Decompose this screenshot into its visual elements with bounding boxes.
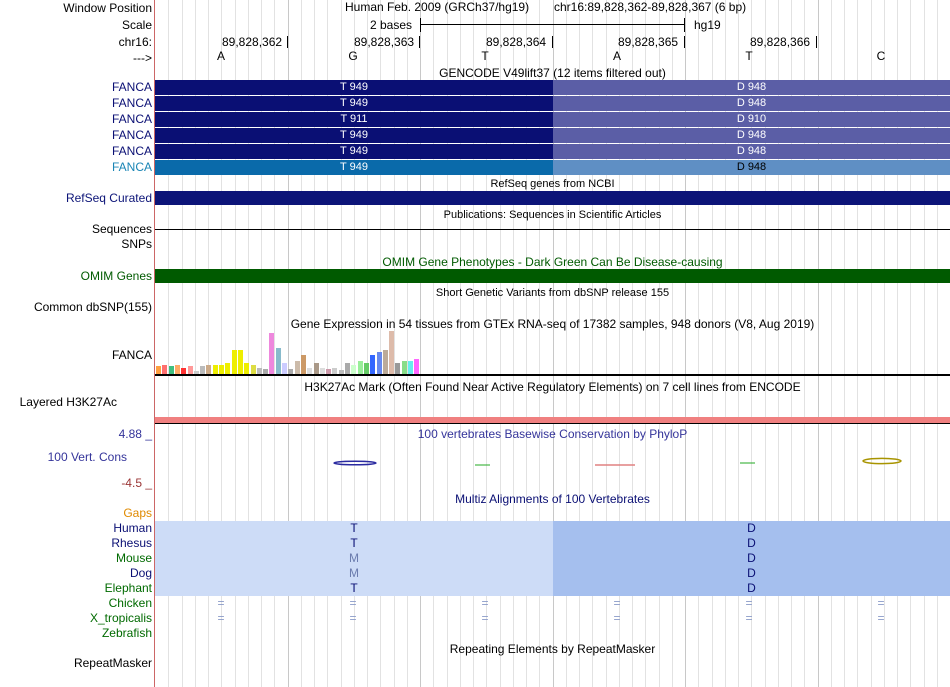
coord-label: 89,828,366	[750, 35, 811, 49]
coord-label: 89,828,363	[354, 35, 415, 49]
gtex-tissue-bar[interactable]	[358, 361, 363, 374]
coord-tick	[684, 36, 685, 48]
gtex-tissue-bar[interactable]	[402, 361, 407, 374]
gtex-track-title[interactable]: Gene Expression in 54 tissues from GTEx RNA-seq of 17382 samples, 948 donors (V8, Aug 2019)	[290, 317, 815, 331]
gtex-tissue-bar[interactable]	[213, 365, 218, 374]
scale-label[interactable]: Scale	[121, 18, 152, 32]
gap-marker: =	[349, 611, 357, 625]
gtex-tissue-bar[interactable]	[370, 355, 375, 374]
gap-marker: =	[877, 596, 885, 610]
h3k27ac-baseline	[155, 423, 950, 424]
cons-mark-blue	[334, 461, 376, 465]
gtex-gene-label[interactable]: FANCA	[111, 348, 152, 362]
gtex-tissue-bar[interactable]	[244, 363, 249, 374]
omim-label[interactable]: OMIM Genes	[80, 269, 152, 283]
coord-tick	[419, 36, 420, 48]
repeat-track-title[interactable]: Repeating Elements by RepeatMasker	[449, 642, 656, 656]
gtex-tissue-bar[interactable]	[389, 331, 394, 374]
gtex-tissue-bar[interactable]	[295, 361, 300, 374]
refseq-track-title[interactable]: RefSeq genes from NCBI	[490, 178, 615, 190]
species-label-dog[interactable]: Dog	[129, 566, 152, 580]
gtex-tissue-bar[interactable]	[206, 365, 211, 374]
publications-track-title[interactable]: Publications: Sequences in Scientific Articles	[443, 209, 662, 221]
species-label-elephant[interactable]: Elephant	[104, 581, 152, 595]
gencode-exon-left[interactable]: T 949	[155, 160, 553, 175]
cons-track-title[interactable]: 100 vertebrates Basewise Conservation by PhyloP	[417, 427, 688, 441]
coord-tick	[816, 36, 817, 48]
alignment-cell-mouse: D	[553, 551, 950, 566]
scale-bar-right-tick	[684, 18, 685, 32]
base-letter: T	[745, 49, 753, 63]
gtex-tissue-bar[interactable]	[276, 348, 281, 374]
cons-mark-olive	[863, 458, 901, 463]
chrom-label[interactable]: chr16:	[118, 35, 152, 49]
gap-marker: =	[481, 596, 489, 610]
coord-tick	[287, 36, 288, 48]
refseq-label[interactable]: RefSeq Curated	[65, 191, 152, 205]
gap-marker: =	[745, 611, 753, 625]
dbsnp-label[interactable]: Common dbSNP(155)	[33, 300, 152, 314]
gtex-tissue-bar[interactable]	[408, 361, 413, 374]
gencode-gene-label[interactable]: FANCA	[111, 160, 152, 174]
scale-text: 2 bases	[370, 18, 413, 32]
gencode-gene-label[interactable]: FANCA	[111, 128, 152, 142]
species-label-xtropicalis[interactable]: X_tropicalis	[89, 611, 152, 625]
species-label-rhesus[interactable]: Rhesus	[111, 536, 152, 550]
gtex-tissue-bar[interactable]	[364, 363, 369, 374]
alignment-cell-human: T	[155, 521, 553, 536]
alignment-cell-dog: D	[553, 566, 950, 581]
gap-marker: =	[877, 611, 885, 625]
base-letter: A	[216, 49, 225, 63]
window-position-label[interactable]: Window Position	[63, 1, 152, 15]
alignment-cell-dog: M	[155, 566, 553, 581]
gencode-exon-left[interactable]: T 949	[155, 144, 553, 159]
gencode-exon-right[interactable]: D 910	[553, 112, 950, 127]
gap-marker: =	[745, 596, 753, 610]
gencode-gene-label[interactable]: FANCA	[111, 96, 152, 110]
scale-db: hg19	[694, 18, 721, 32]
gencode-exon-right[interactable]: D 948	[553, 80, 950, 95]
strand-label[interactable]: --->	[133, 51, 152, 65]
species-label-chicken[interactable]: Chicken	[108, 596, 152, 610]
gaps-label[interactable]: Gaps	[123, 506, 152, 520]
cons-label[interactable]: 100 Vert. Cons	[47, 450, 127, 464]
scale-bar	[420, 24, 685, 25]
multiz-track-title[interactable]: Multiz Alignments of 100 Vertebrates	[455, 492, 650, 506]
gtex-tissue-bar[interactable]	[232, 350, 237, 374]
gtex-tissue-bar[interactable]	[175, 365, 180, 374]
gtex-tissue-bar[interactable]	[383, 350, 388, 374]
gtex-tissue-bar[interactable]	[219, 365, 224, 374]
gencode-exon-left[interactable]: T 949	[155, 96, 553, 111]
omim-gene-bar[interactable]	[155, 269, 950, 283]
gtex-tissue-bar[interactable]	[188, 366, 193, 374]
species-label-human[interactable]: Human	[113, 521, 152, 535]
gap-rows	[155, 596, 950, 626]
gtex-baseline	[155, 374, 950, 376]
coord-label: 89,828,362	[222, 35, 283, 49]
gencode-exon-right[interactable]: D 948	[553, 144, 950, 159]
alignment-cell-elephant: D	[553, 581, 950, 596]
base-letter: G	[348, 49, 358, 63]
gencode-exon-right[interactable]: D 948	[553, 160, 950, 175]
gencode-exon-left[interactable]: T 949	[155, 80, 553, 95]
species-label-zebrafish[interactable]: Zebrafish	[101, 626, 152, 640]
gap-marker: =	[217, 611, 225, 625]
base-sequence	[155, 49, 950, 63]
gap-marker: =	[613, 596, 621, 610]
assembly-title: Human Feb. 2009 (GRCh37/hg19)	[345, 0, 530, 14]
gencode-gene-label[interactable]: FANCA	[111, 80, 152, 94]
gtex-tissue-bar[interactable]	[238, 350, 243, 374]
gap-marker: =	[481, 611, 489, 625]
gtex-tissue-bar[interactable]	[282, 363, 287, 374]
gencode-track-title[interactable]: GENCODE V49lift37 (12 items filtered out)	[439, 66, 666, 80]
repeatmasker-label[interactable]: RepeatMasker	[73, 656, 152, 670]
gtex-tissue-bar[interactable]	[351, 365, 356, 374]
alignment-cell-rhesus: D	[553, 536, 950, 551]
gtex-tissue-bar[interactable]	[225, 363, 230, 374]
gtex-tissue-bar[interactable]	[200, 366, 205, 374]
gtex-tissue-bar[interactable]	[169, 366, 174, 374]
gtex-tissue-bar[interactable]	[377, 352, 382, 374]
sequences-line	[155, 229, 950, 230]
alignment-cell-mouse: M	[155, 551, 553, 566]
gtex-tissue-bar[interactable]	[345, 363, 350, 374]
coord-tick	[552, 36, 553, 48]
cons-axis-bottom: -4.5 _	[121, 476, 152, 490]
cons-axis-top: 4.88 _	[118, 427, 152, 441]
alignment-cell-rhesus: T	[155, 536, 553, 551]
gtex-tissue-bar[interactable]	[156, 366, 161, 374]
position-title: chr16:89,828,362-89,828,367 (6 bp)	[554, 0, 747, 14]
gtex-expression-chart[interactable]	[155, 331, 950, 374]
gencode-exon-left[interactable]: T 911	[155, 112, 553, 127]
gap-marker: =	[217, 596, 225, 610]
h3k27ac-label[interactable]: Layered H3K27Ac	[19, 395, 117, 409]
dbsnp-track-title[interactable]: Short Genetic Variants from dbSNP release 155	[435, 287, 670, 299]
gtex-tissue-bar[interactable]	[301, 355, 306, 374]
omim-track-title[interactable]: OMIM Gene Phenotypes - Dark Green Can Be Disease-causing	[382, 255, 723, 269]
gap-marker: =	[613, 611, 621, 625]
coord-label: 89,828,365	[618, 35, 679, 49]
coord-label: 89,828,364	[486, 35, 547, 49]
snps-label[interactable]: SNPs	[121, 237, 152, 251]
track-label-column	[0, 0, 154, 687]
base-letter: C	[876, 49, 886, 63]
species-label-mouse[interactable]: Mouse	[115, 551, 152, 565]
gtex-tissue-bar[interactable]	[314, 363, 319, 374]
gencode-exon-right[interactable]: D 948	[553, 128, 950, 143]
base-letter: A	[612, 49, 621, 63]
gencode-exon-right[interactable]: D 948	[553, 96, 950, 111]
gap-marker: =	[349, 596, 357, 610]
gencode-gene-label[interactable]: FANCA	[111, 144, 152, 158]
gtex-tissue-bar[interactable]	[269, 333, 274, 374]
browser-track-area[interactable]	[155, 0, 950, 687]
h3k27ac-track-title[interactable]: H3K27Ac Mark (Often Found Near Active Regulatory Elements) on 7 cell lines from ENCODE	[304, 380, 801, 394]
alignment-cell-elephant: T	[155, 581, 553, 596]
cons-signal[interactable]	[155, 450, 950, 480]
gencode-track[interactable]	[155, 80, 950, 176]
gtex-tissue-bar[interactable]	[414, 359, 419, 374]
alignment-cell-human: D	[553, 521, 950, 536]
scale-bar-left-tick	[420, 18, 421, 32]
refseq-gene-bar[interactable]	[155, 191, 950, 205]
multiz-alignment[interactable]	[155, 521, 950, 596]
gencode-gene-label[interactable]: FANCA	[111, 112, 152, 126]
gtex-tissue-bar[interactable]	[395, 363, 400, 374]
gtex-tissue-bar[interactable]	[251, 365, 256, 374]
gencode-exon-left[interactable]: T 949	[155, 128, 553, 143]
sequences-label[interactable]: Sequences	[91, 222, 152, 236]
gtex-tissue-bar[interactable]	[162, 365, 167, 374]
base-letter: T	[481, 49, 489, 63]
